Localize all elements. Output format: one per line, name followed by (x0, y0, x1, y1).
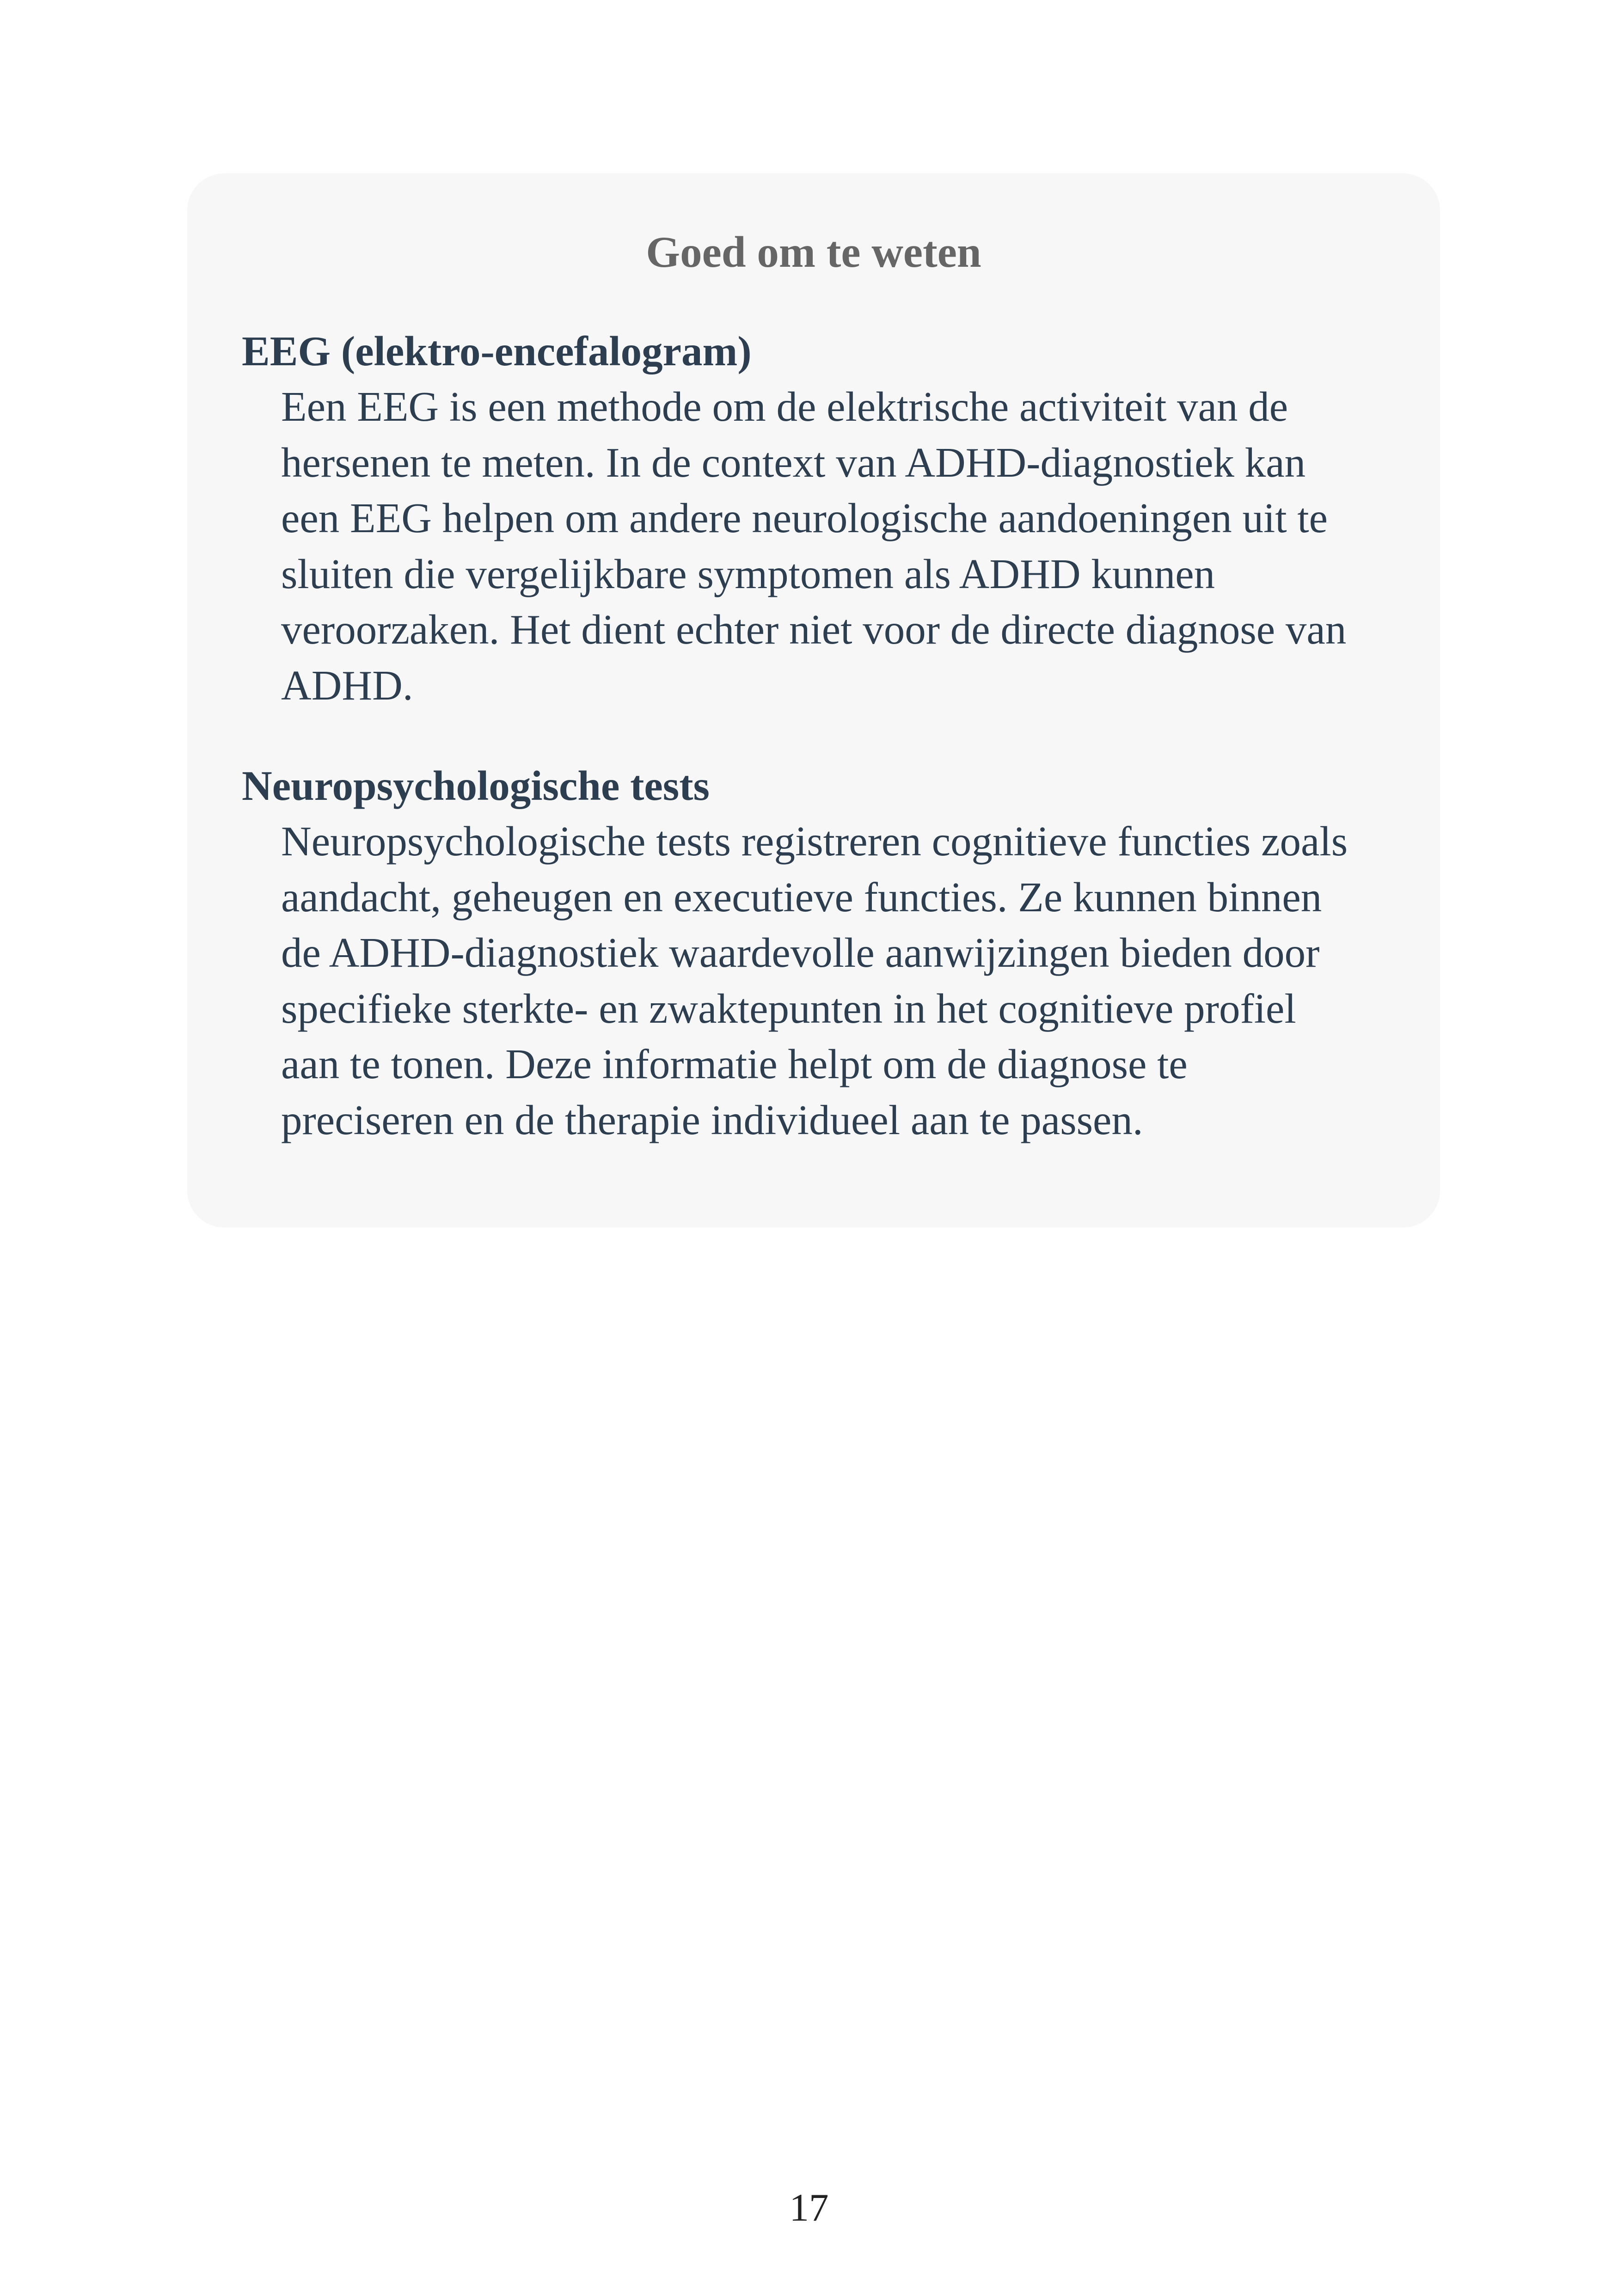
page-number: 17 (789, 2186, 829, 2229)
definition-line: Een EEG is een methode om de elektrische activiteit van de (281, 383, 1288, 430)
definition-line: specifieke sterkte- en zwaktepunten in het cognitieve profiel (281, 985, 1296, 1032)
definition-line: sluiten die vergelijkbare symptomen als ADHD kunnen (281, 550, 1215, 597)
term-neuropsychological-tests (242, 758, 1397, 1148)
term-definition (281, 379, 1397, 713)
term-heading: EEG (elektro-encefalogram) (242, 328, 752, 374)
definition-line: aandacht, geheugen en executieve functies. Ze kunnen binnen (281, 873, 1322, 921)
term-heading: Neuropsychologische tests (242, 762, 710, 809)
definition-line: aan te tonen. Deze informatie helpt om de diagnose te (281, 1041, 1188, 1087)
definition-line: een EEG helpen om andere neurologische aandoeningen uit te (281, 495, 1328, 541)
definition-line: ADHD. (281, 662, 413, 709)
info-callout-box (187, 173, 1440, 1228)
definition-line: hersenen te meten. In de context van ADHD-diagnostiek kan (281, 439, 1306, 486)
definition-line: preciseren en de therapie individueel aan te passen. (281, 1096, 1143, 1143)
callout-title: Goed om te weten (646, 227, 981, 276)
term-definition (281, 814, 1397, 1148)
definition-line: Neuropsychologische tests registreren cognitieve functies zoals (281, 818, 1348, 865)
term-eeg (242, 324, 1397, 713)
definition-line: de ADHD-diagnostiek waardevolle aanwijzingen bieden door (281, 929, 1320, 976)
definition-line: veroorzaken. Het dient echter niet voor de directe diagnose van (281, 606, 1347, 653)
